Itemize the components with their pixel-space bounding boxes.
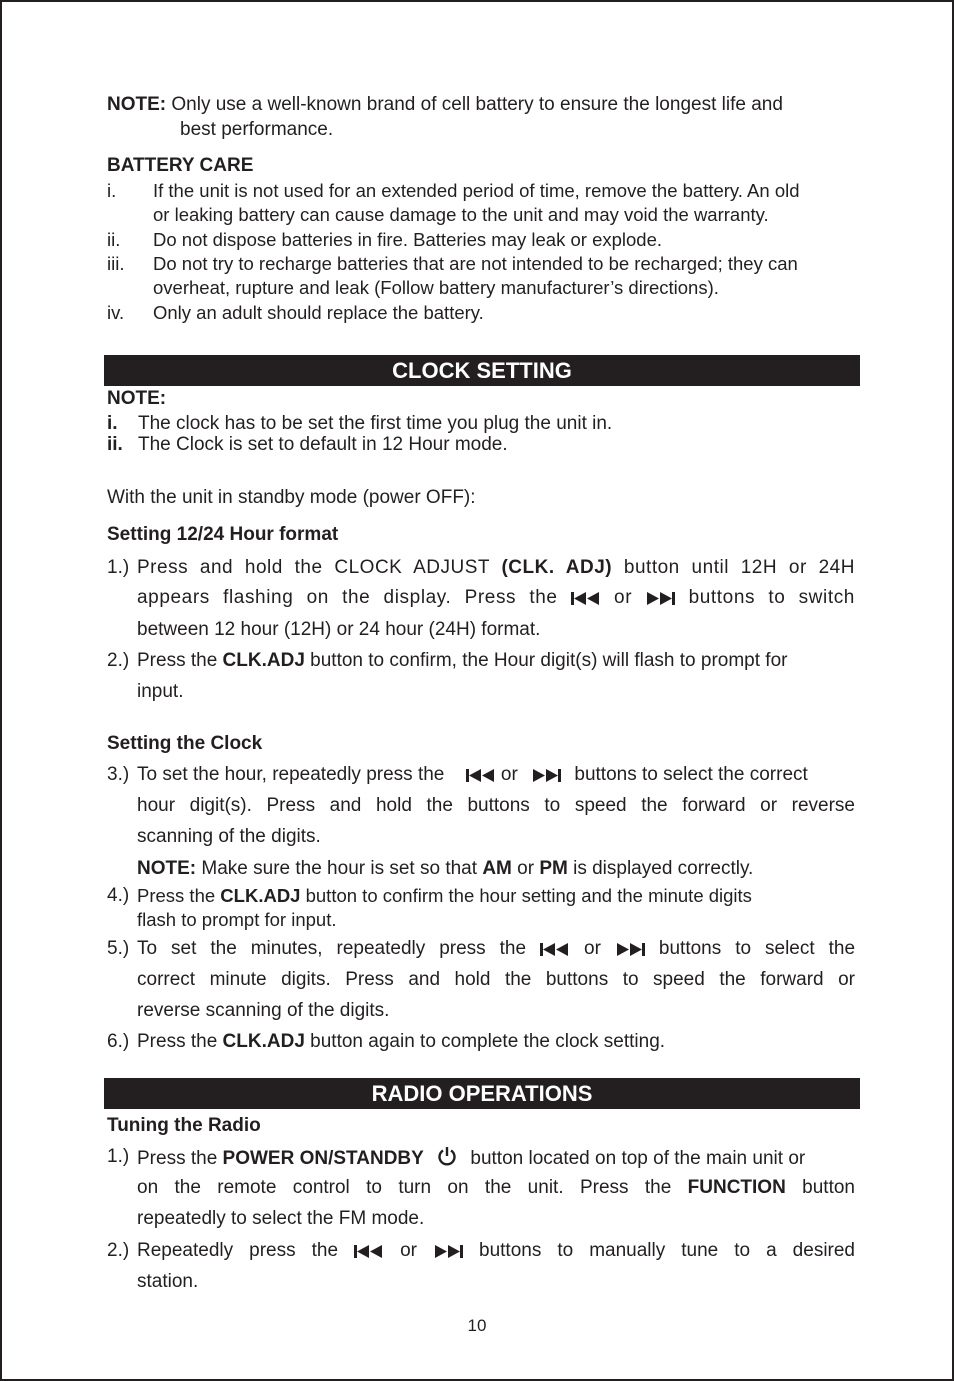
- step-text-continued: repeatedly to select the FM mode.: [137, 1208, 425, 1229]
- battery-care-item-cont: or leaking battery can cause damage to the unit and may void the warranty.: [153, 204, 769, 225]
- battery-care-item-num: ii.: [107, 229, 121, 250]
- standby-instruction: With the unit in standby mode (power OFF):: [107, 487, 476, 508]
- battery-care-title: BATTERY CARE: [107, 155, 254, 176]
- battery-care-item-num: i.: [107, 180, 117, 201]
- step-text: Press the CLK.ADJ button again to complete the clock setting.: [137, 1031, 666, 1052]
- clock-section-title: Setting the Clock: [107, 733, 263, 754]
- clock-note-label: NOTE:: [107, 388, 167, 409]
- step-text-continued: on the remote control to turn on the unit. Press the FUNCTION button: [137, 1177, 855, 1198]
- step-text-continued: scanning of the digits.: [137, 826, 321, 847]
- skip-back-icon: [354, 1245, 384, 1258]
- step-number: 5.): [107, 938, 130, 959]
- step-text-continued: station.: [137, 1271, 199, 1292]
- step-number: 1.): [107, 1146, 130, 1167]
- tuning-section-title: Tuning the Radio: [107, 1115, 261, 1136]
- step-text-continued: between 12 hour (12H) or 24 hour (24H) format.: [137, 619, 541, 640]
- step-number: 4.): [107, 885, 130, 906]
- note-text-continued: best performance.: [180, 119, 334, 140]
- step-text-line-icons: Repeatedly press the or buttons to manually tune to a desired: [137, 1240, 855, 1261]
- skip-forward-icon: [433, 1245, 463, 1258]
- step-text: Press and hold the CLOCK ADJUST (CLK. ADJ) button until 12H or 24H: [137, 557, 855, 578]
- battery-care-item-num: iii.: [107, 253, 125, 274]
- step-text: Press the CLK.ADJ button to confirm the hour setting and the minute digits: [137, 885, 752, 906]
- step-number: 2.): [107, 650, 130, 671]
- step-text-continued: correct minute digits. Press and hold the buttons to speed the forward or: [137, 969, 855, 990]
- step-number: 6.): [107, 1031, 130, 1052]
- skip-back-icon: [571, 592, 601, 605]
- clock-note-num: ii.: [107, 434, 123, 455]
- note-text: Only use a well-known brand of cell battery to ensure the longest life and: [166, 94, 783, 115]
- step-number: 1.): [107, 557, 130, 578]
- skip-back-icon: [540, 943, 570, 956]
- step-text-continued: reverse scanning of the digits.: [137, 1000, 390, 1021]
- step-text-continued: hour digit(s). Press and hold the buttons to speed the forward or reverse: [137, 795, 855, 816]
- clock-note-num: i.: [107, 413, 118, 434]
- skip-forward-icon: [645, 592, 675, 605]
- step-text-line-icons: appears flashing on the display. Press the or buttons to switch: [137, 587, 855, 608]
- skip-forward-icon: [615, 943, 645, 956]
- format-section-title: Setting 12/24 Hour format: [107, 524, 339, 545]
- battery-care-item: Do not dispose batteries in fire. Batteries may leak or explode.: [153, 229, 663, 250]
- step-text-line-icons: Press the POWER ON/STANDBY button located on top of the main unit or: [137, 1148, 806, 1169]
- battery-care-item: If the unit is not used for an extended period of time, remove the battery. An old: [153, 180, 800, 201]
- clock-setting-header: CLOCK SETTING: [104, 355, 860, 386]
- step-note: NOTE: Make sure the hour is set so that AM or PM is displayed correctly.: [137, 858, 754, 879]
- skip-back-icon: [466, 769, 496, 782]
- step-text-line-icons: To set the minutes, repeatedly press the or buttons to select the: [137, 938, 856, 959]
- battery-care-item-num: iv.: [107, 302, 125, 323]
- clock-note-text: The Clock is set to default in 12 Hour mode.: [138, 434, 508, 455]
- step-text-continued: input.: [137, 681, 184, 702]
- skip-forward-icon: [531, 769, 561, 782]
- battery-care-item: Only an adult should replace the battery.: [153, 302, 484, 323]
- note-battery-brand: [107, 94, 783, 116]
- power-icon: [437, 1146, 457, 1166]
- step-text-continued: flash to prompt for input.: [137, 909, 337, 930]
- step-number: 3.): [107, 764, 130, 785]
- clock-note-text: The clock has to be set the first time you plug the unit in.: [138, 413, 613, 434]
- step-text-line-icons: To set the hour, repeatedly press the or buttons to select the correct: [137, 764, 808, 785]
- note-label: NOTE:: [107, 94, 167, 115]
- radio-operations-header: RADIO OPERATIONS: [104, 1078, 860, 1109]
- battery-care-item: Do not try to recharge batteries that are not intended to be recharged; they can: [153, 253, 798, 274]
- step-number: 2.): [107, 1240, 130, 1261]
- battery-care-item-cont: overheat, rupture and leak (Follow battery manufacturer’s directions).: [153, 277, 719, 298]
- step-text: Press the CLK.ADJ button to confirm, the Hour digit(s) will flash to prompt for: [137, 650, 788, 671]
- page-number: 10: [467, 1316, 487, 1335]
